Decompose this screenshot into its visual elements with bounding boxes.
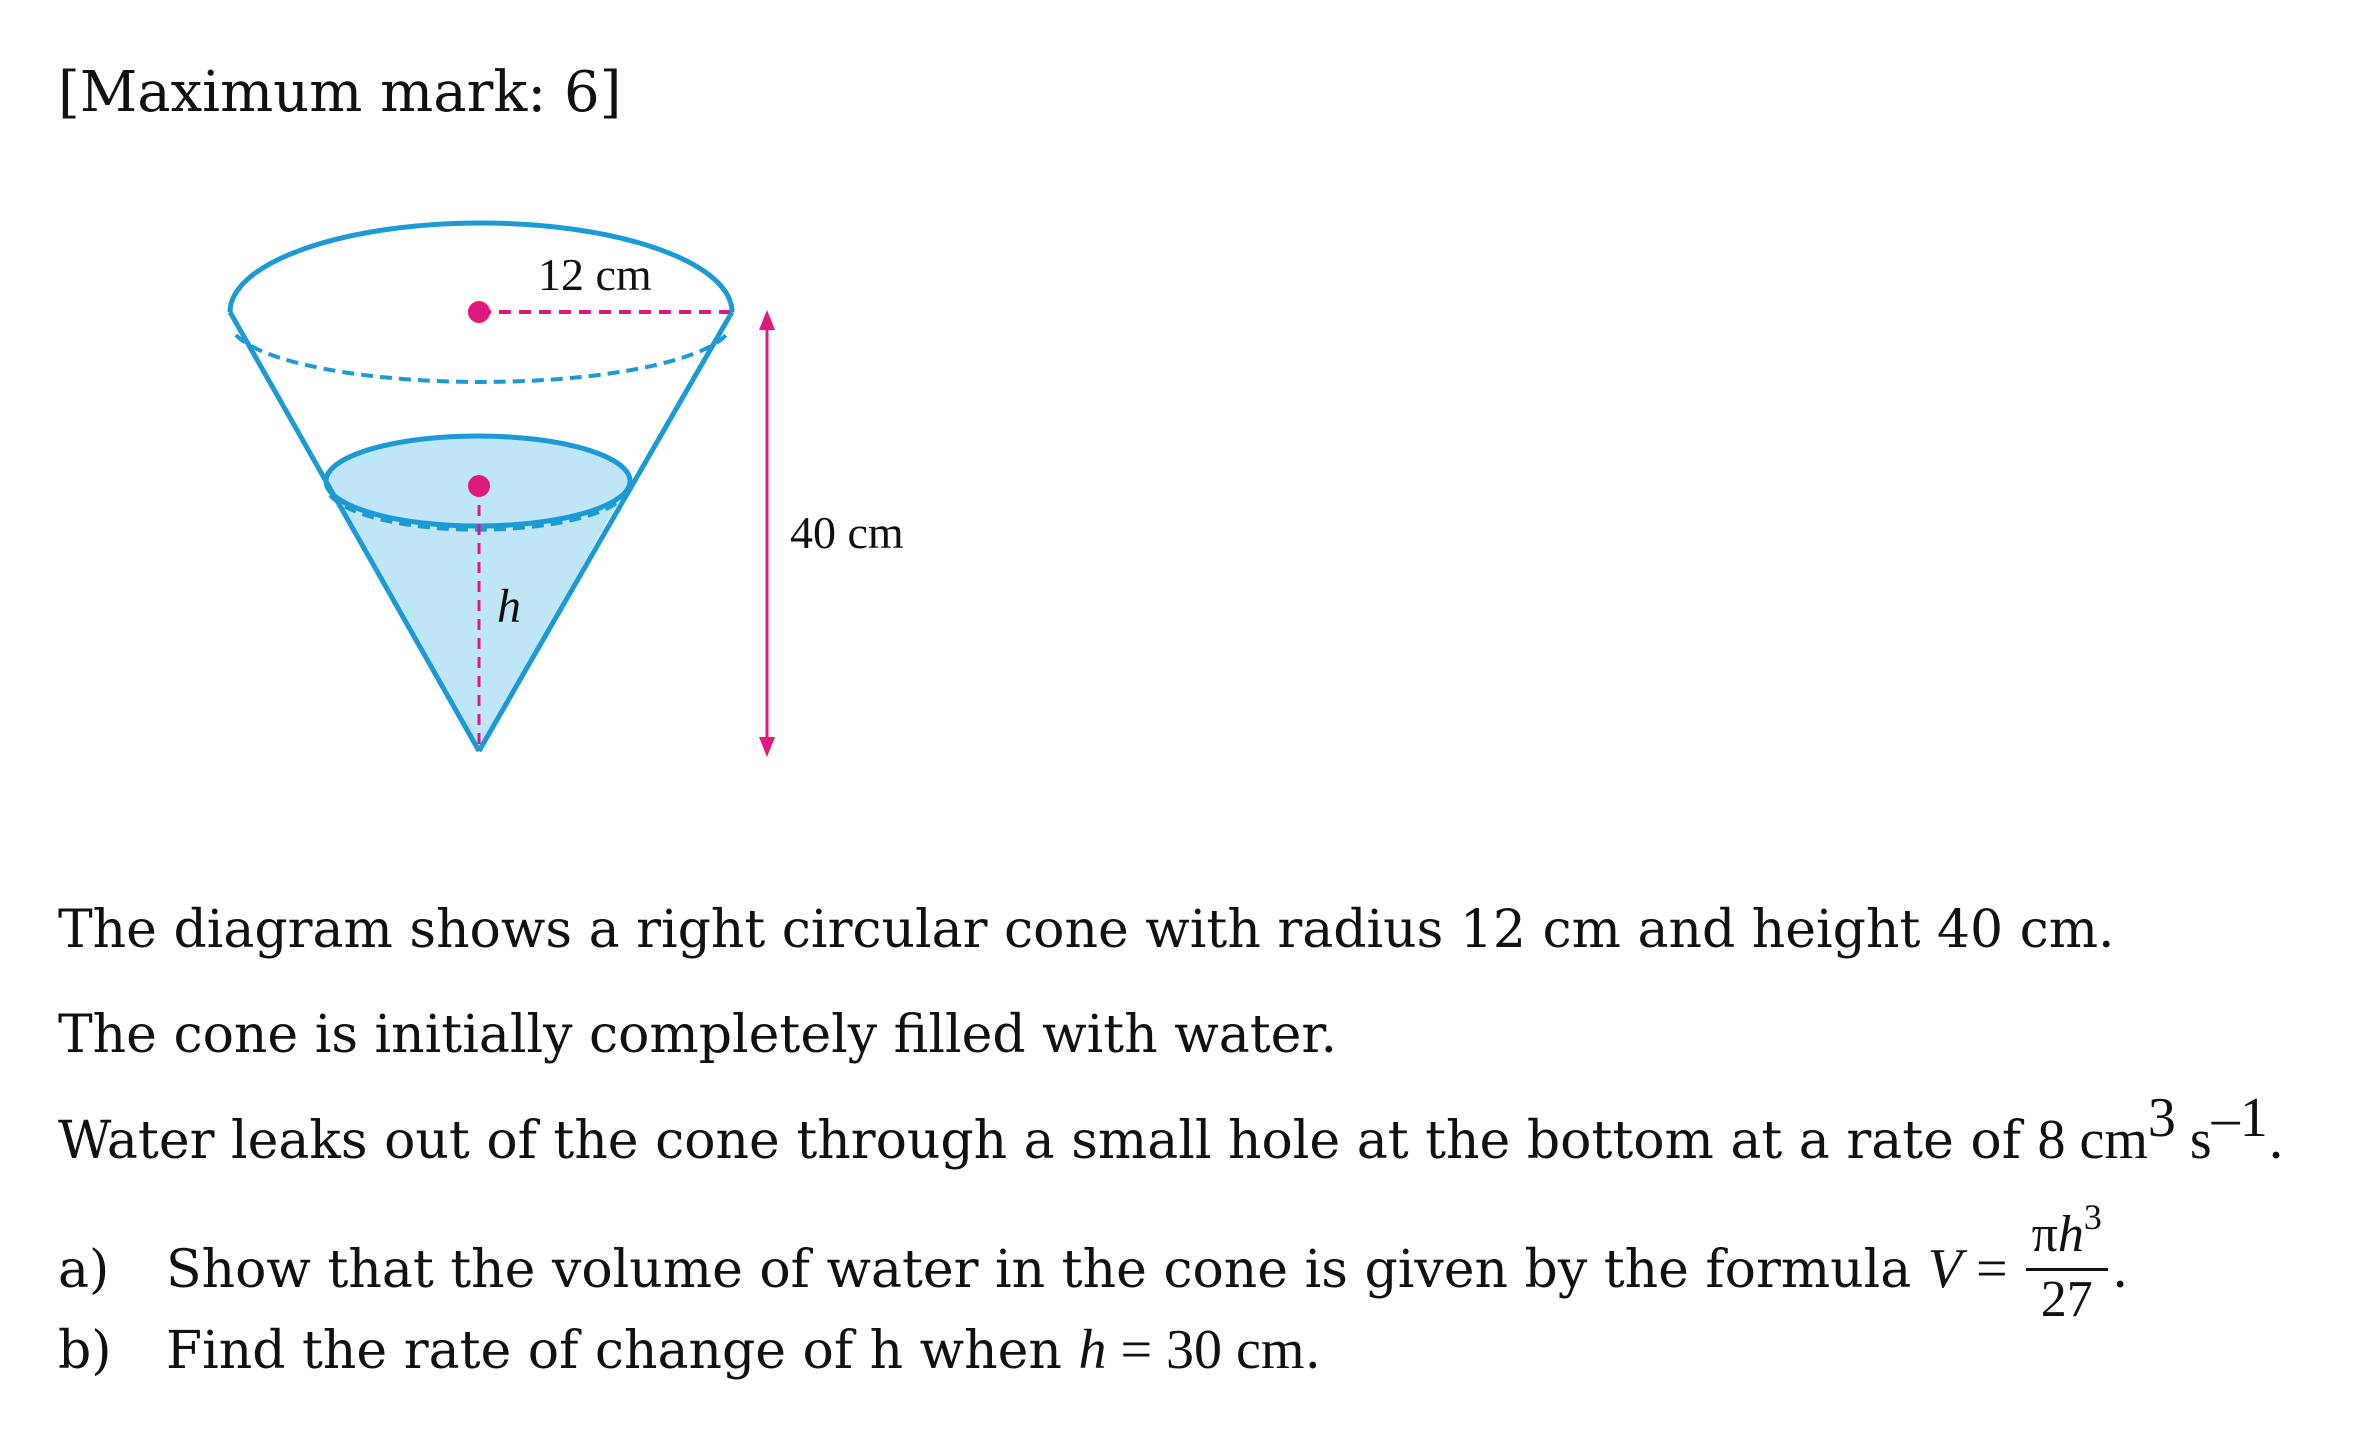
formula-numerator xyxy=(2026,1197,2108,1271)
part-b-value: = 30 cm xyxy=(1106,1319,1305,1381)
formula-fraction xyxy=(2026,1197,2108,1329)
formula-lhs: V xyxy=(1927,1238,1962,1300)
formula-denominator: 27 xyxy=(2040,1271,2093,1328)
leak-rate-unit-exponent: –1 xyxy=(2211,1087,2268,1149)
water-height-label: h xyxy=(497,580,521,633)
part-b-text: Find the rate of change of h when xyxy=(166,1321,1079,1381)
part-b xyxy=(58,1317,1321,1384)
rim-center-dot xyxy=(468,301,490,323)
formula-h: h xyxy=(2057,1206,2084,1263)
cone-rim-back xyxy=(230,223,732,312)
part-a-end: . xyxy=(2111,1240,2129,1300)
part-a-letter: a) xyxy=(58,1240,110,1300)
part-b-var: h xyxy=(1078,1319,1107,1381)
radius-label: 12 cm xyxy=(538,249,652,300)
question-line-1: The diagram shows a right circular cone with radius 12 cm and height 40 cm. xyxy=(58,900,2115,960)
line-3-end: . xyxy=(2267,1111,2285,1171)
formula-pi: π xyxy=(2031,1206,2058,1263)
leak-rate-unit: s xyxy=(2175,1109,2212,1171)
line-3-text: Water leaks out of the cone through a small hole at the bottom at a rate of xyxy=(58,1111,2038,1171)
cone-rim-front-dashed xyxy=(236,335,726,382)
part-a-text: Show that the volume of water in the cone is given by the formula xyxy=(166,1240,1928,1300)
formula-equals: = xyxy=(1962,1238,2022,1300)
formula-exponent: 3 xyxy=(2083,1197,2102,1237)
leak-rate-exponent: 3 xyxy=(2147,1087,2176,1149)
height-arrow-top xyxy=(759,310,775,330)
question-line-2: The cone is initially completely filled with water. xyxy=(58,1005,1338,1065)
question-line-3 xyxy=(58,1087,2285,1174)
part-b-letter: b) xyxy=(58,1321,112,1381)
water-center-dot xyxy=(468,475,490,497)
height-label: 40 cm xyxy=(790,507,904,558)
leak-rate: 8 cm xyxy=(2037,1109,2148,1171)
maximum-mark: [Maximum mark: 6] xyxy=(58,60,622,125)
height-arrow-bottom xyxy=(759,737,775,757)
part-b-end: . xyxy=(1304,1321,1321,1381)
